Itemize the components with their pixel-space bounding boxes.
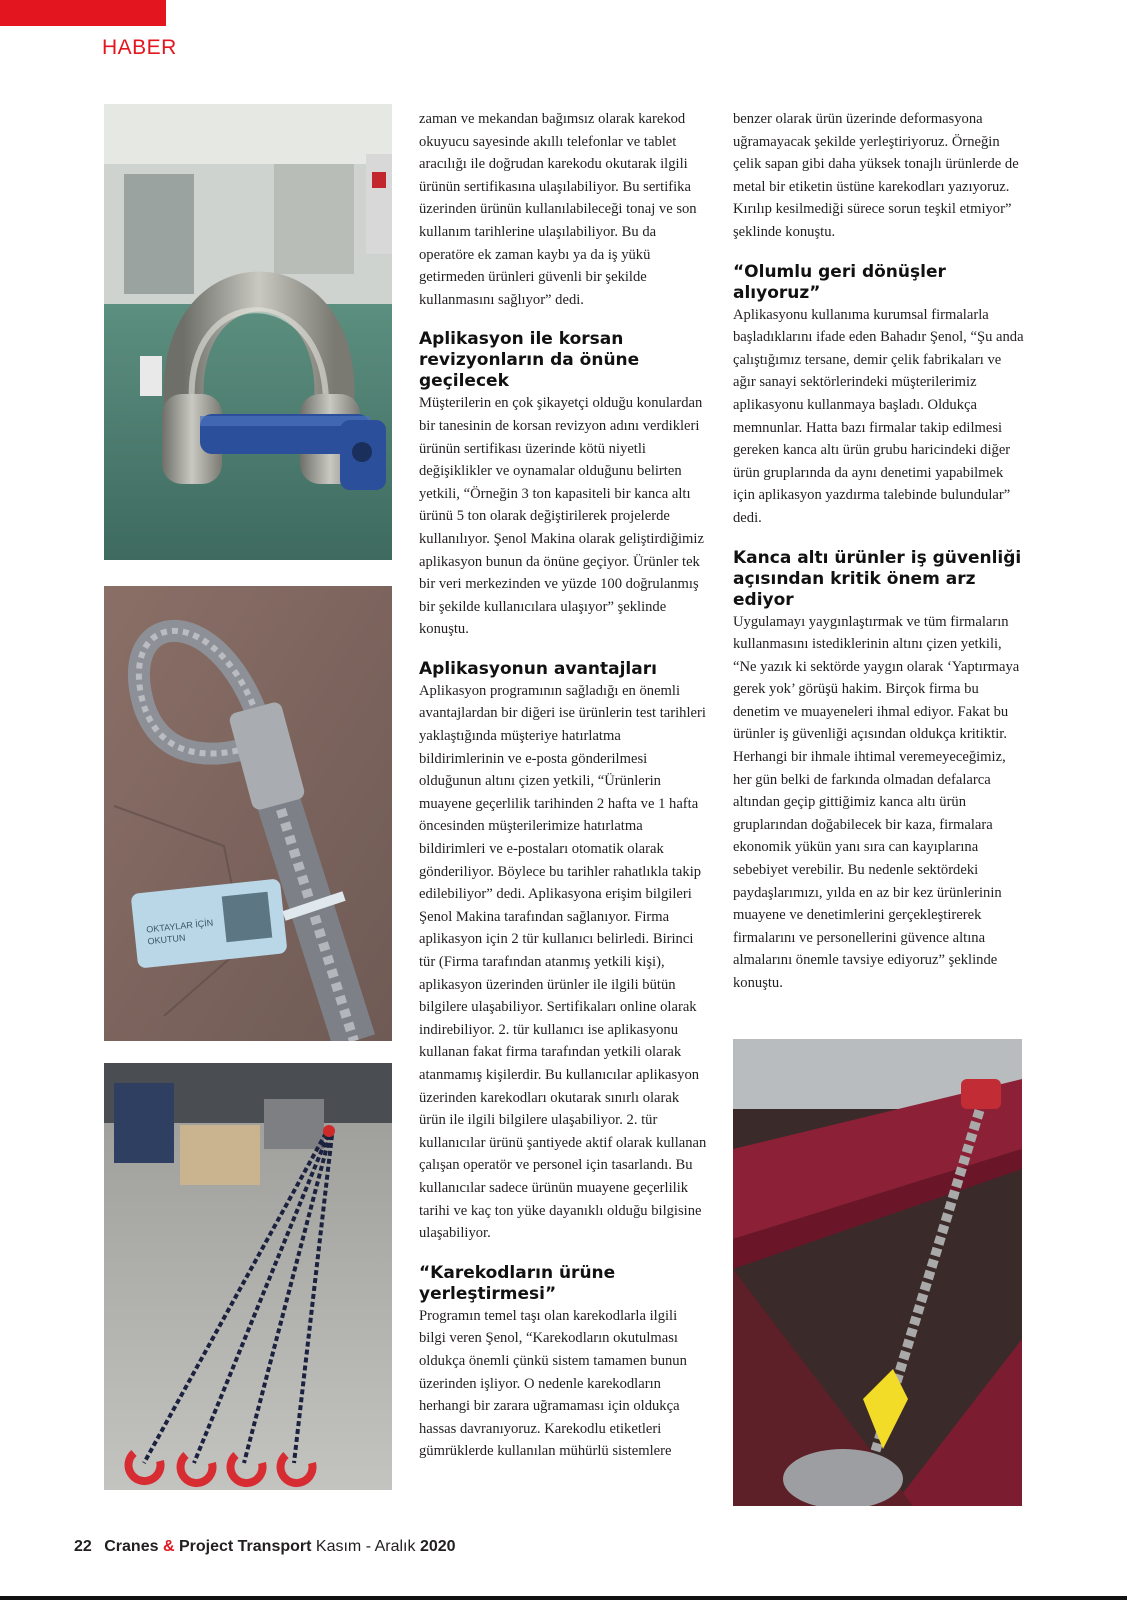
paragraph: zaman ve mekandan bağımsız olarak karekod okuyucu sayesinde akıllı telefonlar ve tablet aracılığı ile doğrudan karekodu okutarak ilgili ürünün sertifikasına ulaşılabiliyor. Bu sertifika üzerinden ürünün kullanılabileceği tonaj ve son kullanım tarihlerine ulaşılabiliyor. Bu da operatöre ek zaman kaybı ya da iş yükü getirmeden ürünleri güvenli bir şekilde kullanmasını sağlıyor” dedi. bbox=[419, 111, 697, 308]
paragraph: Aplikasyonu kullanıma kurumsal firmalarla başladıklarını ifade eden Bahadır Şenol, “Şu anda çalıştığımız tersane, demir çelik fabrikaları ve ağır sanayi sektörlerindeki müşterilerimiz aplikasyonu kullanmaya başladı. Oldukça memnunlar. Hatta bazı firmalar takip edilmesi gereken kanca altı ürün grubu haricindeki diğer ürün gruplarında da aynı denetimi yapabilmek için aplikasyon yazdırma talebinde bulundular” dedi. bbox=[733, 306, 1024, 526]
photo-chain-on-beam bbox=[733, 1039, 1022, 1506]
brand-ampersand: & bbox=[162, 1538, 175, 1555]
subheading-safety: Kanca altı ürünler iş güvenliği açısından kritik önem arz ediyor bbox=[733, 547, 1022, 610]
subheading-advantages: Aplikasyonun avantajları bbox=[419, 658, 657, 679]
photo-wire-rope-sling bbox=[104, 586, 392, 1041]
paragraph: Aplikasyon programının sağladığı en önemli avantajlardan bir diğeri ise ürünlerin test tarihleri yaklaştığında müşteriye hatırlatma bildirimlerinin ve e-posta gönderilmesi olduğunun altını çizen yetkili, “Ürünlerin muayene geçerlilik tarihinden 2 hafta ve 1 hafta öncesinden müşterilerimize hatırlatma bildirimleri ve e-postaları otomatik olarak gönderiliyor. Böylece bu tarihler rahatlıkla takip edilebiliyor” dedi. Aplikasyona erişim bilgileri Şenol Makina tarafından sağlanıyor. Firma aplikasyon için 2 tür kullanıcı belirledi. Birinci tür (Firma tarafından atanmış yetkili kişi), aplikasyon üzerinden ürünler ile ilgili bütün bilgilere ulaşabiliyor. Sertifikaları online olarak indirebiliyor. 2. tür kullanıcı ise aplikasyonu kullanan fakat firma tarafından yetkili olarak atanmamış kişilerdir. Bu kullanıcılar aplikasyon üzerinden karekodları okutarak sınırlı olarak ürün ile ilgili bilgilere ulaşabiliyor. 2. tür kullanıcılar ürünü şantiyede aktif olarak kullanan çalışan operatör ve personel için tasarlandı. Bu kullanıcılar sadece ürünün muayene geçerlilik tarihi ve kaç ton yüke dayanıklı olduğu bilgisine ulaşabiliyor. bbox=[419, 682, 707, 1242]
subheading-piracy: Aplikasyon ile korsan revizyonların da önüne geçilecek bbox=[419, 329, 640, 392]
tag-text-line2: OKUTUN bbox=[147, 932, 186, 947]
photo-shackle bbox=[104, 104, 392, 560]
page-number: 22 bbox=[74, 1538, 92, 1555]
article-column-right bbox=[733, 108, 1025, 995]
issue-months: Kasım - Aralık bbox=[315, 1538, 416, 1555]
subheading-qr-placement: “Karekodların ürüne yerleştirmesi” bbox=[419, 1262, 616, 1304]
brand-cranes: Cranes bbox=[104, 1538, 159, 1555]
section-label: HABER bbox=[102, 36, 177, 59]
paragraph: benzer olarak ürün üzerinde deformasyona uğramayacak şekilde yerleştiriyoruz. Örneğin çelik sapan gibi daha yüksek tonajlı ürünlerde de metal bir etiketin üstüne karekodları yazıyoruz. Kırılıp kesilmediği sürece sorun teşkil etmiyor” şeklinde konuştu. bbox=[733, 111, 1019, 240]
photo-chain-sling bbox=[104, 1063, 392, 1490]
paragraph: Müşterilerin en çok şikayetçi olduğu konulardan bir tanesinin de korsan revizyon adını verdikleri ürünün sertifikası üzerinde kötü niyetli değişiklikler ve oynamalar olduğunu belirten yetkili, “Örneğin 3 ton kapasiteli bir kanca altı ürünü 5 ton olarak değiştirilerek projelerde kullanılıyor. Şenol Makina olarak geliştirdiğimiz aplikasyon bunun da önüne geçiyor. Ürünler tek bir veri merkezinden ve yüzde 100 doğrulanmış bir şekilde kullanıcılara ulaşıyor” şeklinde konuştu. bbox=[419, 395, 704, 638]
paragraph: Programın temel taşı olan karekodlarla ilgili bilgi veren Şenol, “Karekodların okutulması oldukça önemli çünkü sistem tamamen bunun üzerinden işliyor. O nedenle karekodların herhangi bir zarara uğramaması için oldukça hassas davranıyoruz. Karekodlu etiketleri gümrüklerde kullanılan mühürlü sistemlere bbox=[419, 1307, 687, 1460]
paragraph: Uygulamayı yaygınlaştırmak ve tüm firmaların kullanmasını istediklerinin altını çizen yetkili, “Ne yazık ki sektörde yaygın olarak ‘Yaptırmaya gerek yok’ görüşü hakim. Birçok firma bu denetim ve muayeneleri ihmal ediyor. Fakat bu ürünler iş güvenliği açısından oldukça kritiktir. Herhangi bir ihmale ihtimal veremeyeceğimiz, her gün belki de farkında olmadan defalarca altından geçip gittiğimiz kanca altı ürün gruplarından doğabilecek bir kaza, firmalara ekonomik yükün yanı sıra can kayıplarına sebebiyet verebilir. Bu nedenle sektördeki paydaşlarımızı, yılda en az bir kez ürünlerinin muayene ve denetimlerini gerçekleştirerek firmalarını ve personellerini güvence altına almalarını önemle tavsiye ediyoruz” şeklinde konuştu. bbox=[733, 613, 1020, 991]
issue-year: 2020 bbox=[419, 1538, 456, 1555]
article-column-middle bbox=[419, 108, 707, 1463]
brand-project-transport: Project Transport bbox=[178, 1538, 312, 1555]
header-accent-bar bbox=[0, 0, 166, 26]
subheading-feedback: “Olumlu geri dönüşler alıyoruz” bbox=[733, 261, 946, 303]
tag-text-line1: OKTAYLAR İÇİN bbox=[145, 917, 214, 935]
bottom-rule bbox=[0, 1596, 1127, 1600]
page-footer bbox=[74, 1538, 456, 1556]
